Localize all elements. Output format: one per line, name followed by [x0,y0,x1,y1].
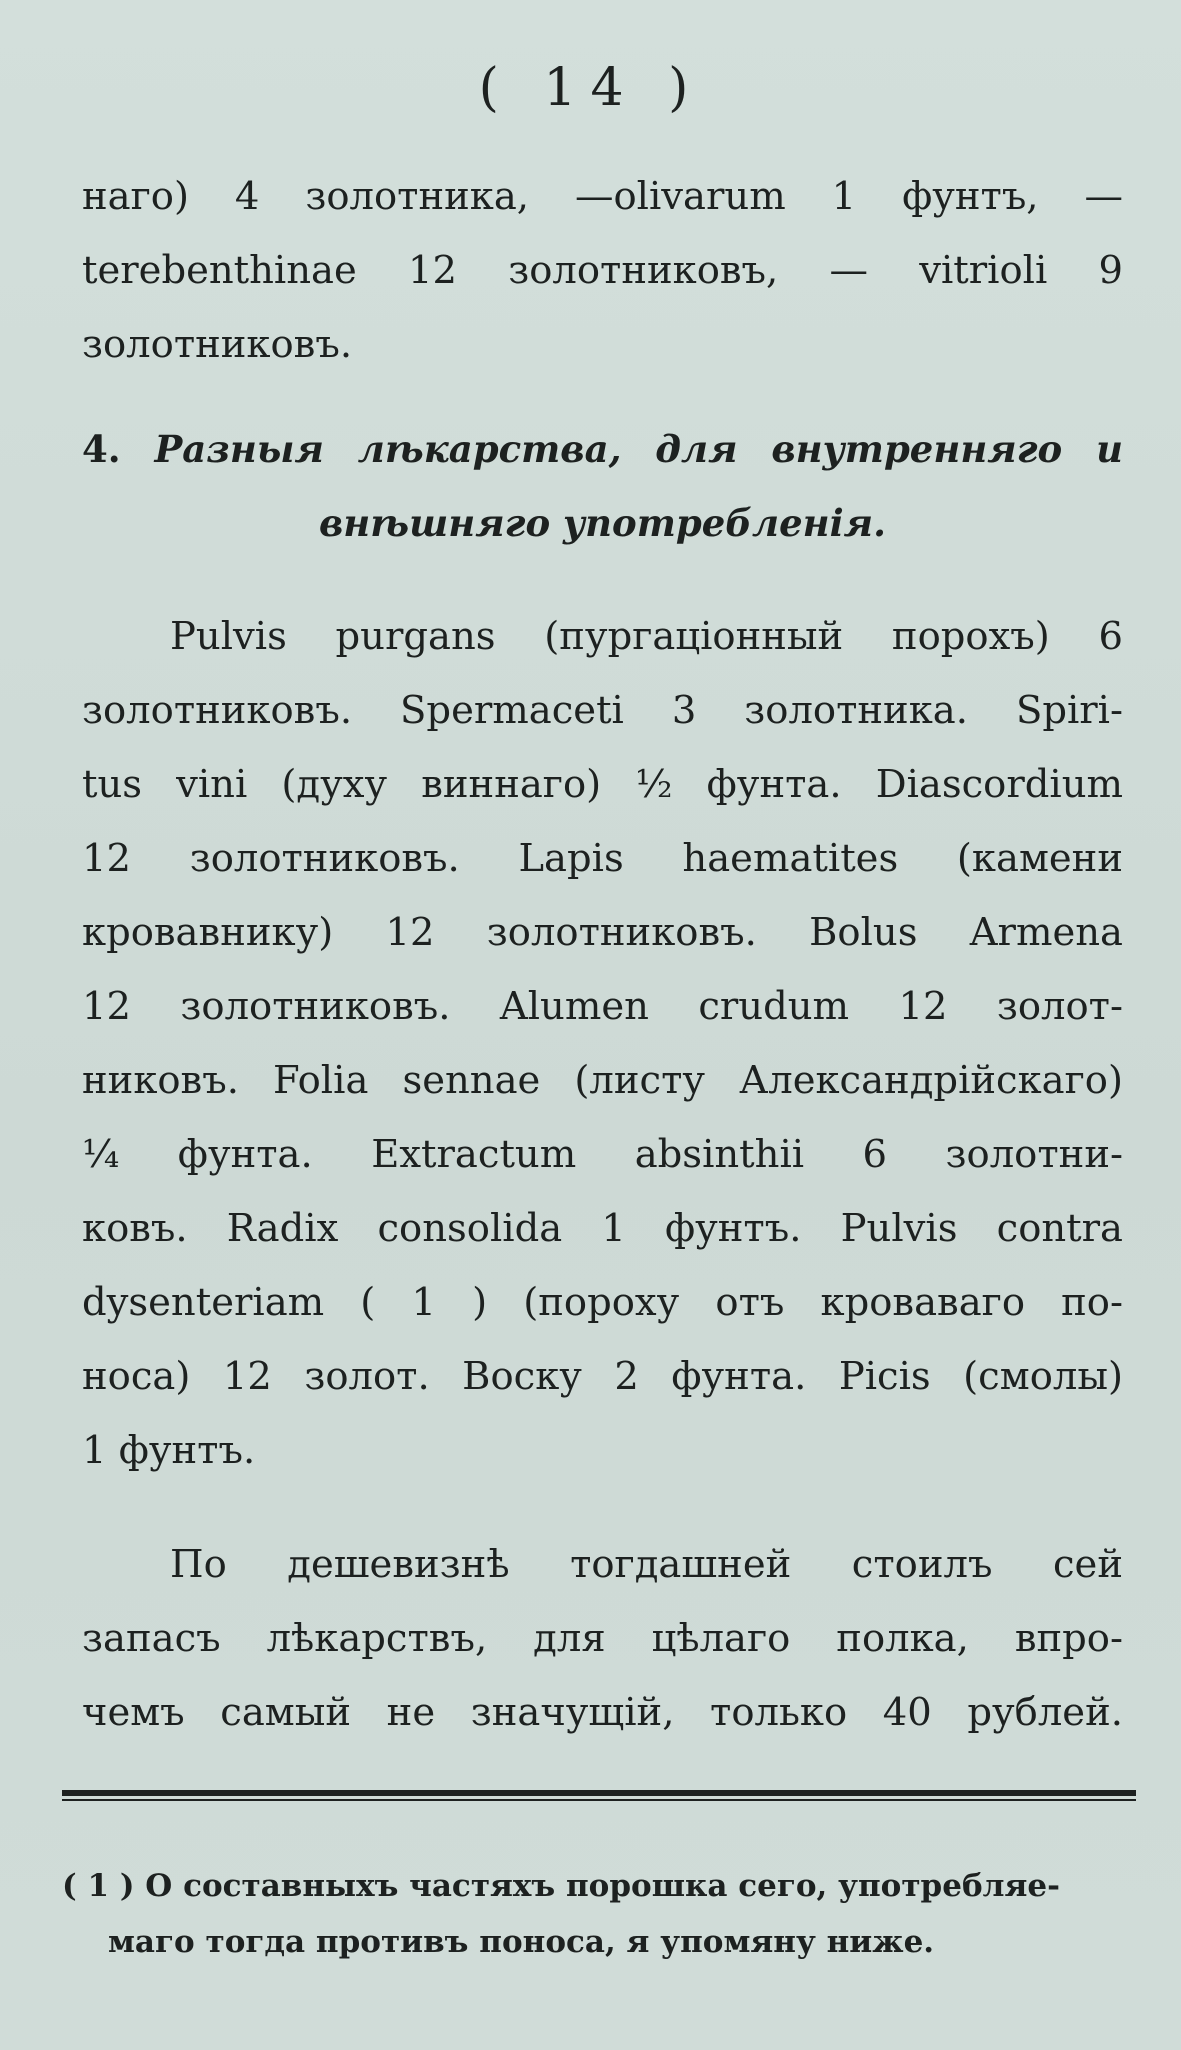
main-text [82,160,1123,1750]
paragraph-line: Pulvis purgans (пургаціонный порохъ) 6 [170,614,1123,659]
text-line: золотниковъ. [82,322,353,367]
paragraph-line: 12 золотниковъ. Alumen crudum 12 золот- [82,984,1123,1029]
paragraph-line: По дешевизнѣ тогдашней стоилъ сей [170,1542,1123,1587]
paragraph-line: 1 фунтъ. [82,1428,256,1473]
page-number: ( 14 ) [478,58,703,118]
paragraph-line: ¼ фунта. Extractum absinthii 6 золотни- [82,1132,1123,1177]
paragraph-line: tus vini (духу виннаго) ½ фунта. Diascordium [82,762,1123,807]
text-line: наго) 4 золотника, —olivarum 1 фунтъ, — [82,174,1123,219]
paragraph-line: чемъ самый не значущій, только 40 рублей. [82,1690,1123,1735]
section-heading [82,412,1123,486]
footnote-divider-thin [62,1799,1136,1801]
section-heading-line2: внѣшняго употребленія. [318,501,887,545]
footnote [62,1858,1136,1970]
footnote-divider [62,1790,1136,1796]
paragraph-line: dysenteriam ( 1 ) (пороху отъ кроваваго по- [82,1280,1123,1325]
paragraph-line: запасъ лѣкарствъ, для цѣлаго полка, впро- [82,1616,1123,1661]
paragraph-line: кровавнику) 12 золотниковъ. Bolus Armena [82,910,1123,955]
paragraph-line: носа) 12 золот. Воску 2 фунта. Picis (смолы) [82,1354,1123,1399]
paragraph-line: 12 золотниковъ. Lapis haematites (камени [82,836,1123,881]
paragraph-line: ковъ. Radix consolida 1 фунтъ. Pulvis contra [82,1206,1123,1251]
text-line: terebenthinae 12 золотниковъ, — vitrioli 9 [82,248,1123,293]
paragraph-line: золотниковъ. Spermaceti 3 золотника. Spiri- [82,688,1123,733]
footnote-line: маго тогда противъ поноса, я упомяну ниже. [108,1924,935,1960]
footnote-line: ( 1 ) О составныхъ частяхъ порошка сего, употребляе- [62,1868,1060,1904]
section-heading-line1: Разныя лѣкарства, для внутренняго и [154,427,1123,471]
paragraph-line: никовъ. Folia sennae (листу Александрійскаго) [82,1058,1123,1103]
section-number: 4. [82,427,121,471]
